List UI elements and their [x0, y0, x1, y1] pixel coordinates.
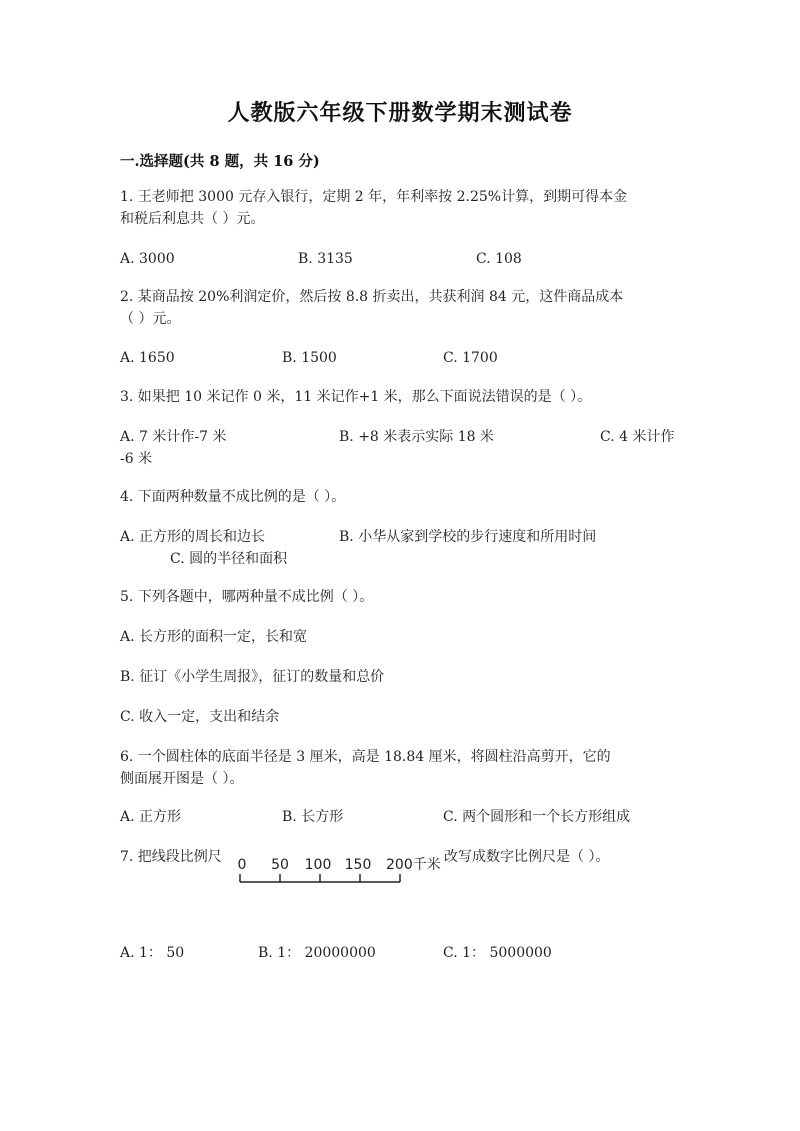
question-2-line-1: 2. 某商品按 20%利润定价，然后按 8.8 折卖出，共获利润 84 元，这件商品成本: [120, 289, 624, 305]
question-1-option-b: B. 3135: [298, 251, 353, 267]
question-6-line-1: 6. 一个圆柱体的底面半径是 3 厘米，高是 18.84 厘米，将圆柱沿高剪开，它的: [120, 749, 611, 765]
scale-label-0: 0: [238, 857, 247, 873]
section-heading: 一.选择题(共 8 题，共 16 分): [120, 153, 320, 170]
question-4-option-b: B. 小华从家到学校的步行速度和所用时间: [339, 529, 597, 545]
page-title: 人教版六年级下册数学期末测试卷: [227, 100, 573, 126]
question-3-line-1: 3. 如果把 10 米记作 0 米，11 米记作+1 米，那么下面说法错误的是（ ）。: [120, 389, 592, 405]
question-7-option-b: B. 1： 20000000: [258, 945, 376, 961]
question-6-option-c: C. 两个圆形和一个长方形组成: [443, 809, 631, 825]
question-3-option-c: C. 4 米计作: [600, 429, 675, 445]
question-7-text-after: 改写成数字比例尺是（ ）。: [444, 849, 610, 865]
question-5-option-c: C. 收入一定，支出和结余: [120, 709, 280, 725]
question-2-line-2: （ ）元。: [120, 311, 181, 327]
question-1-line-2: 和税后利息共（ ）元。: [120, 211, 265, 227]
question-1-line-1: 1. 王老师把 3000 元存入银行，定期 2 年，年利率按 2.25%计算，到期可得本金: [120, 189, 628, 205]
question-2-option-c: C. 1700: [443, 350, 498, 366]
question-6-line-2: 侧面展开图是（ ）。: [120, 771, 244, 787]
question-6-option-a: A. 正方形: [120, 809, 182, 825]
scale-label-200km: 200千米: [386, 857, 441, 873]
question-3-option-b: B. +8 米表示实际 18 米: [339, 429, 494, 445]
question-7-option-a: A. 1： 50: [120, 945, 185, 961]
question-5-option-a: A. 长方形的面积一定，长和宽: [120, 629, 308, 645]
question-5-line-1: 5. 下列各题中，哪两种量不成比例（ ）。: [120, 589, 374, 605]
question-1-option-c: C. 108: [476, 251, 522, 267]
question-4-option-a: A. 正方形的周长和边长: [120, 529, 266, 545]
scale-label-50: 50: [271, 857, 289, 873]
question-5-option-b: B. 征订《小学生周报》，征订的数量和总价: [120, 669, 385, 685]
question-4-option-c: C. 圆的半径和面积: [170, 551, 288, 567]
question-6-option-b: B. 长方形: [282, 809, 344, 825]
question-7-option-c: C. 1： 5000000: [443, 945, 552, 961]
line-scale-figure: [238, 852, 448, 892]
question-2-option-b: B. 1500: [282, 350, 337, 366]
scale-label-150: 150: [344, 857, 372, 873]
scale-label-100: 100: [304, 857, 332, 873]
question-3-option-c-continued: -6 米: [120, 451, 153, 467]
question-2-option-a: A. 1650: [120, 350, 175, 366]
question-1-option-a: A. 3000: [120, 251, 175, 267]
question-4-line-1: 4. 下面两种数量不成比例的是（ ）。: [120, 489, 346, 505]
question-7-text-before: 7. 把线段比例尺: [120, 849, 222, 865]
question-3-option-a: A. 7 米计作-7 米: [120, 429, 227, 445]
